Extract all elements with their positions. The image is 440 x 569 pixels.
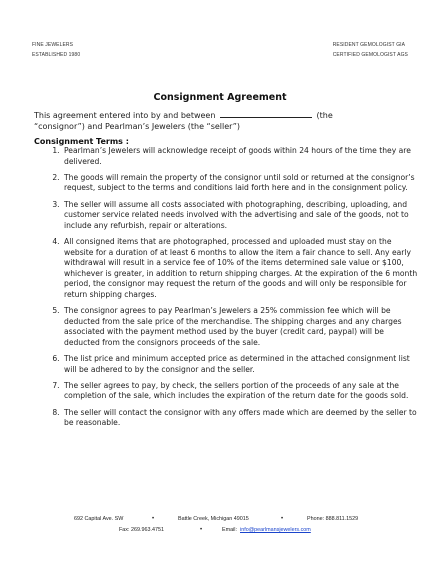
footer-bullet: • — [200, 527, 203, 533]
document-title: Consignment Agreement — [153, 92, 287, 103]
footer-bullet: • — [281, 516, 284, 522]
term-item: 4. All consigned items that are photographed, processed and uploaded must stay on the website for a duration of at least 6 months to allow the item a fair chance to sell. Any early withdrawal will result in a service fee of 10% of the items determined sale value or $100, whichever is greater, in addition to return shipping charges. At the expiration of the 6 month period, the consignor may request the return of the goods and will only be responsible for return shipping charges. — [62, 237, 418, 301]
header-line-gia: RESIDENT GEMOLOGIST GIA — [332, 42, 406, 48]
header-line-ags: CERTIFIED GEMOLOGIST AGS — [332, 52, 408, 58]
footer-phone: Phone: 888.811.1529 — [307, 516, 359, 522]
header-line-fine-jewelers: FINE JEWELERS — [32, 42, 74, 48]
intro-paragraph — [34, 109, 364, 132]
term-item: 7. The seller agrees to pay, by check, the sellers portion of the proceeds of any sale at the completion of the sale, which includes the expiration of the return date for the goods sold. — [62, 381, 418, 402]
footer-fax: Fax: 269.963.4751 — [119, 527, 164, 533]
footer-email-link[interactable]: info@pearlmansjewelers.com — [240, 527, 311, 533]
footer-bullet: • — [152, 516, 155, 522]
intro-text-start: This agreement entered into by and between — [34, 111, 216, 120]
footer-city: Battle Creek, Michigan 49015 — [178, 516, 249, 522]
terms-list — [34, 146, 418, 434]
term-item: 8. The seller will contact the consignor with any offers made which are deemed by the seller to be reasonable. — [62, 408, 418, 429]
term-item: 5. The consignor agrees to pay Pearlman’s Jewelers a 25% commission fee which will be deducted from the sale price of the merchandise. The shipping charges and any charges associated with the payment method used by the buyer (credit card, paypal) will be deducted from the consignors proceeds of the sale. — [62, 306, 418, 348]
header-right — [333, 40, 408, 60]
consignor-name-blank[interactable] — [220, 109, 312, 118]
term-item: 1. Pearlman’s Jewelers will acknowledge receipt of goods within 24 hours of the time they are delivered. — [62, 146, 418, 167]
footer-address: 692 Capital Ave. SW — [74, 516, 124, 522]
header-line-established: ESTABLISHED 1980 — [32, 52, 81, 58]
header-left — [32, 40, 80, 60]
term-item: 3. The seller will assume all costs associated with photographing, describing, uploading, and customer service related needs involved with the advertising and sale of the goods, not to include any refurbish, repair or alterations. — [62, 200, 418, 232]
term-item: 6. The list price and minimum accepted price as determined in the attached consignment list will be adhered to by the consignor and the seller. — [62, 354, 418, 375]
footer-email-label: Email: — [222, 527, 237, 533]
intro-text-end: (the “consignor”) and Pearlman’s Jewelers (the “seller”) — [34, 111, 333, 131]
terms-heading: Consignment Terms : — [34, 137, 129, 146]
term-item: 2. The goods will remain the property of the consignor until sold or returned at the consignor’s request, subject to the terms and conditions laid forth here and in the consignment policy. — [62, 173, 418, 194]
